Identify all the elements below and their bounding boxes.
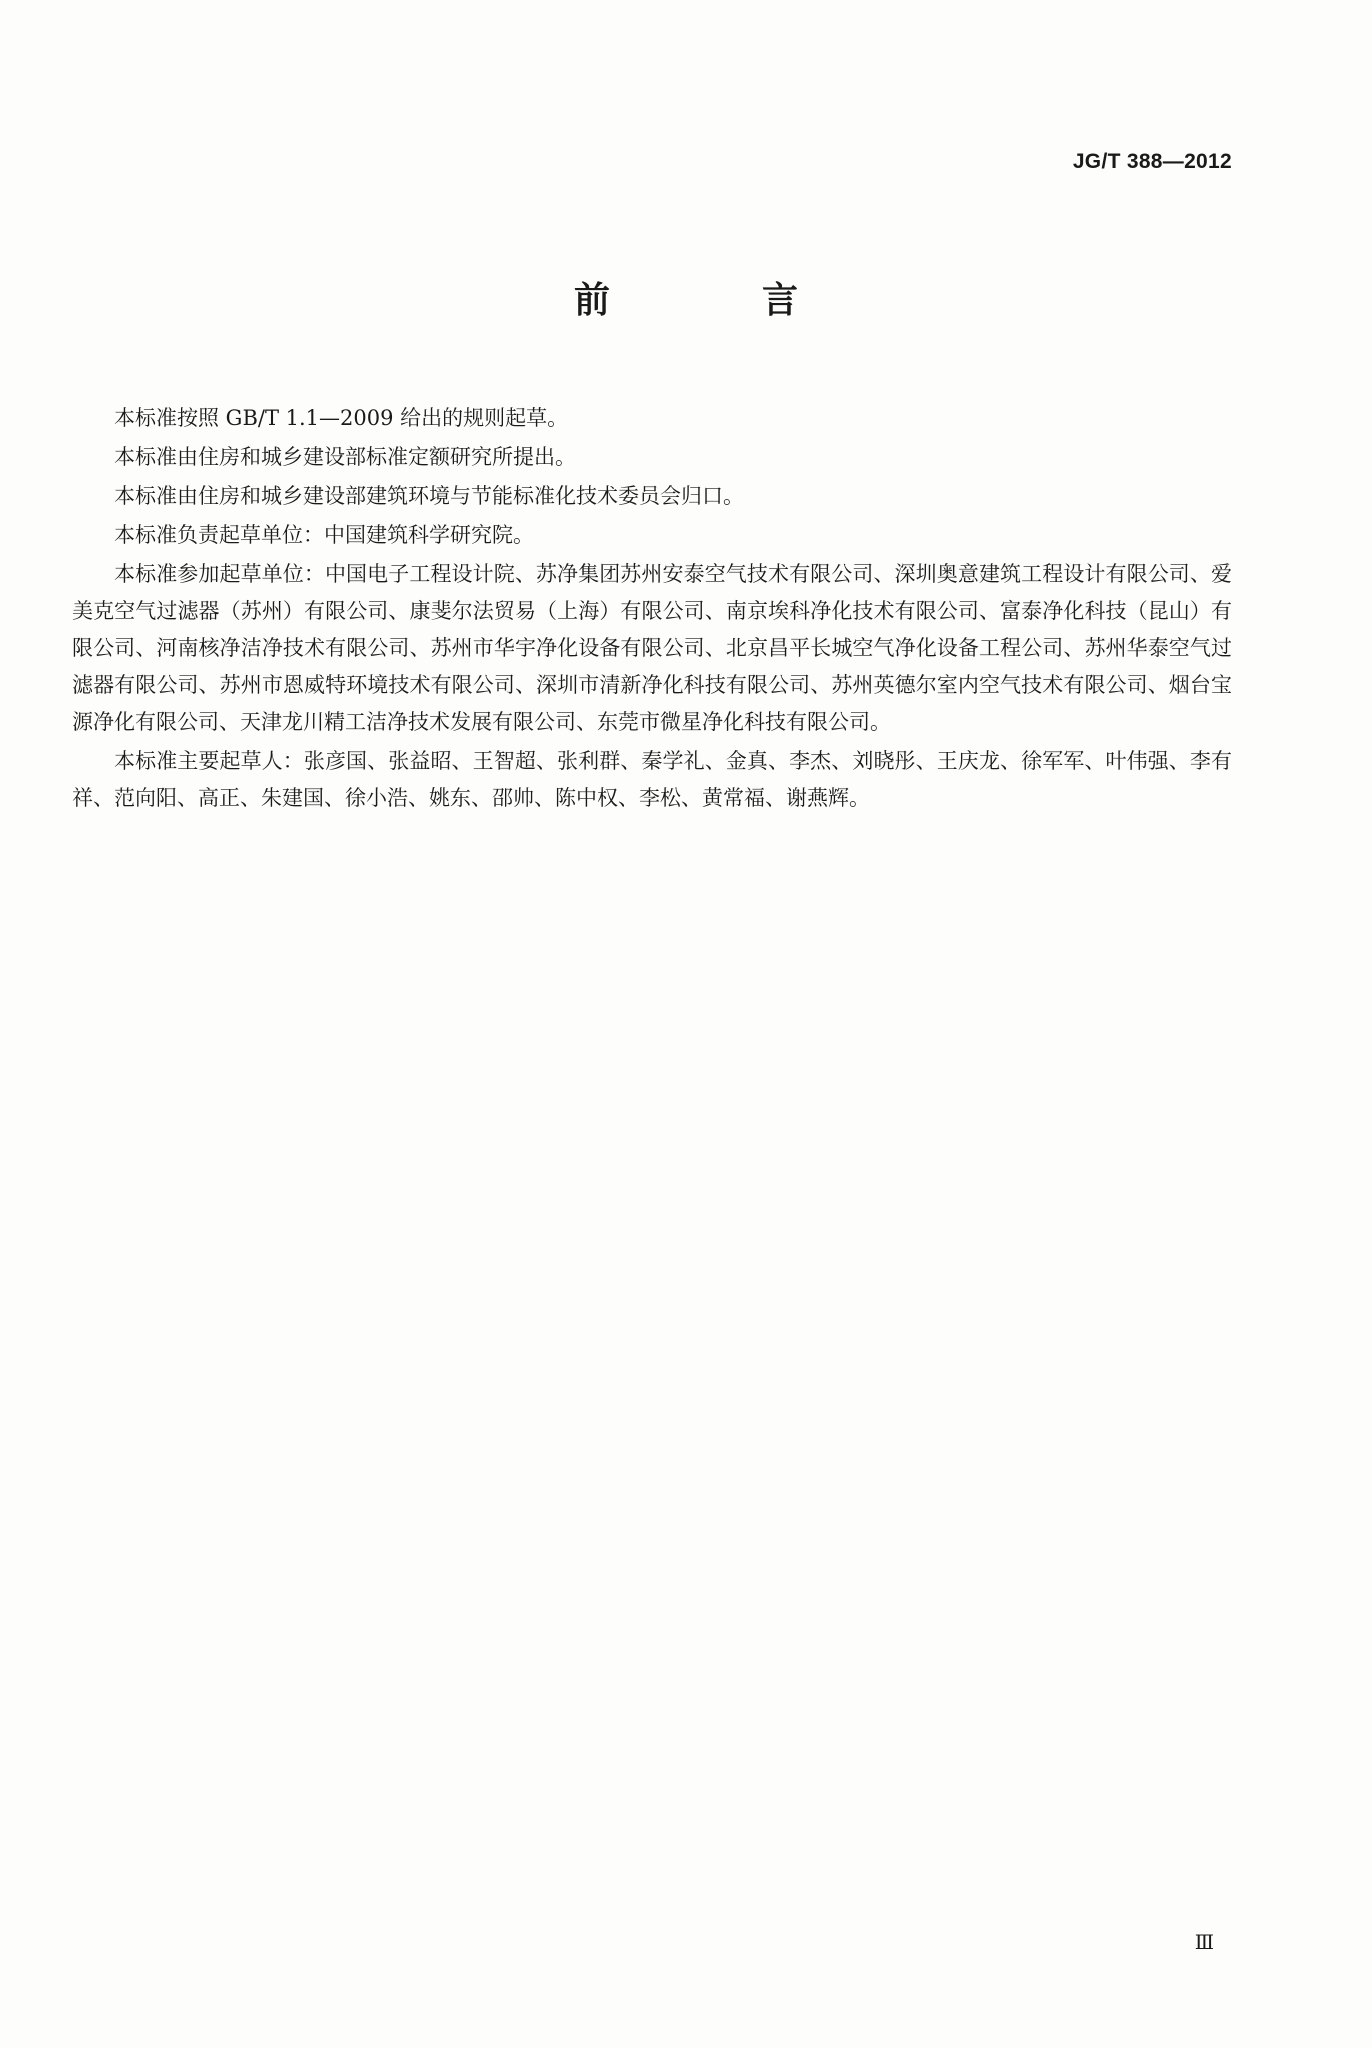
paragraph-drafting-rules: 本标准按照 GB/T 1.1—2009 给出的规则起草。	[114, 406, 569, 430]
paragraph-committee: 本标准由住房和城乡建设部建筑环境与节能标准化技术委员会归口。	[114, 484, 744, 508]
paragraph-main-drafters: 本标准主要起草人：张彦国、张益昭、王智超、张利群、秦学礼、金真、李杰、刘晓彤、王庆龙、徐军军、叶伟强、李有祥、范向阳、高正、朱建国、徐小浩、姚东、邵帅、陈中权、李松、黄常福、谢燕辉。	[72, 749, 1232, 810]
paragraph-lead-drafter: 本标准负责起草单位：中国建筑科学研究院。	[114, 523, 534, 547]
page-title: 前 言	[573, 280, 856, 321]
paragraph-proposer: 本标准由住房和城乡建设部标准定额研究所提出。	[114, 445, 576, 469]
document-code: JG/T 388—2012	[1072, 150, 1232, 173]
preface-body	[72, 400, 1232, 819]
paragraph-participating-units: 本标准参加起草单位：中国电子工程设计院、苏净集团苏州安泰空气技术有限公司、深圳奥意建筑工程设计有限公司、爱美克空气过滤器（苏州）有限公司、康斐尔法贸易（上海）有限公司、南京埃科净化技术有限公司、富泰净化科技（昆山）有限公司、河南核净洁净技术有限公司、苏州市华宇净化设备有限公司、北京昌平长城空气净化设备工程公司、苏州华泰空气过滤器有限公司、苏州市恩威特环境技术有限公司、深圳市清新净化科技有限公司、苏州英德尔室内空气技术有限公司、烟台宝源净化有限公司、天津龙川精工洁净技术发展有限公司、东莞市微星净化科技有限公司。	[72, 562, 1232, 734]
page-number: Ⅲ	[1194, 1930, 1214, 1954]
